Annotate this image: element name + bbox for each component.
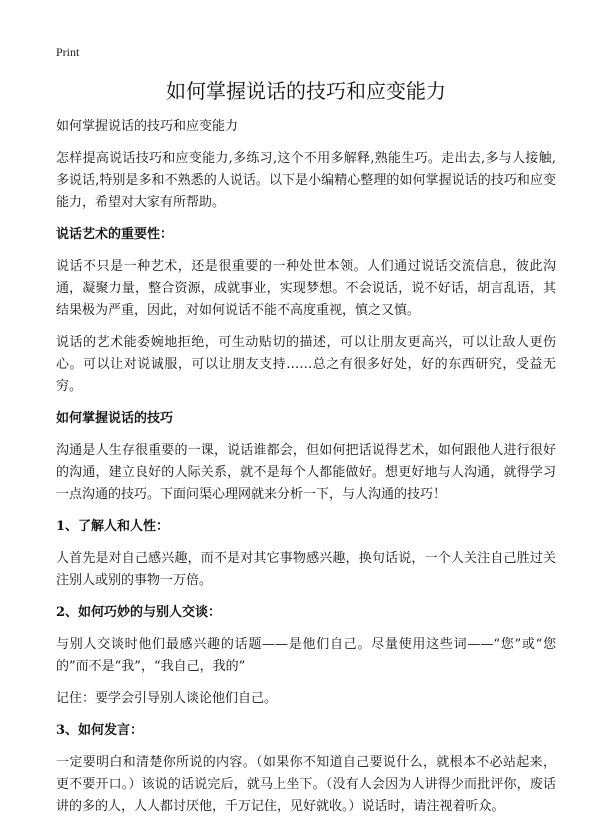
section-paragraph: 人首先是对自己感兴趣，而不是对其它事物感兴趣，换句话说，一个人关注自己胜过关注别人或别的事物一万倍。 — [56, 551, 556, 588]
page-title: 如何掌握说话的技巧和应变能力 — [166, 79, 446, 103]
section-paragraph: 说话的艺术能委婉地拒绝，可生动贴切的描述，可以让朋友更高兴，可以让敌人更伤心。可以让对说诚服，可以让朋友支持……总之有很多好处，好的东西研究，受益无穷。 — [56, 335, 556, 394]
section-paragraph: 说话不只是一种艺术，还是很重要的一种处世本领。人们通过说话交流信息，彼此沟通，凝聚力量，整合资源，成就事业，实现梦想。不会说话，说不好话，胡言乱语，其结果极为严重，因此，对如何说话不能不高度重视，慎之又慎。 — [56, 259, 556, 318]
section-heading-speaking: 3、如何发言： — [56, 723, 144, 738]
article-subtitle: 如何掌握说话的技巧和应变能力 — [56, 119, 239, 134]
section-paragraph: 记住：要学会引导别人谈论他们自己。 — [56, 691, 278, 706]
print-link[interactable]: Print — [56, 45, 80, 59]
section-heading-importance: 说话艺术的重要性： — [56, 227, 174, 242]
section-heading-conversation: 2、如何巧妙的与别人交谈： — [56, 605, 222, 620]
document-page — [56, 44, 556, 828]
section-paragraph: 与别人交谈时他们最感兴趣的话题——是他们自己。尽量使用这些词——“您”或“您的”而不是“我”，“我自己，我的” — [56, 637, 556, 674]
intro-paragraph: 怎样提高说话技巧和应变能力,多练习,这个不用多解释,熟能生巧。走出去,多与人接触,多说话,特别是多和不熟悉的人说话。以下是小编精心整理的如何掌握说话的技巧和应变能力，希望对大家有所帮助。 — [56, 151, 556, 210]
section-paragraph: 一定要明白和清楚你所说的内容。（如果你不知道自己要说什么，就根本不必站起来，更不要开口。）该说的话说完后，就马上坐下。（没有人会因为人讲得少而批评你，废话讲的多的人，人人都讨厌他，千万记住，见好就收。）说话时，请注视着听众。 — [56, 755, 556, 814]
section-paragraph: 沟通是人生存很重要的一课，说话谁都会，但如何把话说得艺术，如何跟他人进行很好的沟通，建立良好的人际关系，就不是每个人都能做好。想更好地与人沟通，就得学习一点沟通的技巧。下面问渠心理网就来分析一下，与人沟通的技巧！ — [56, 443, 556, 502]
section-heading-understand-people: 1、了解人和人性： — [56, 519, 170, 534]
section-heading-skills: 如何掌握说话的技巧 — [56, 411, 174, 426]
